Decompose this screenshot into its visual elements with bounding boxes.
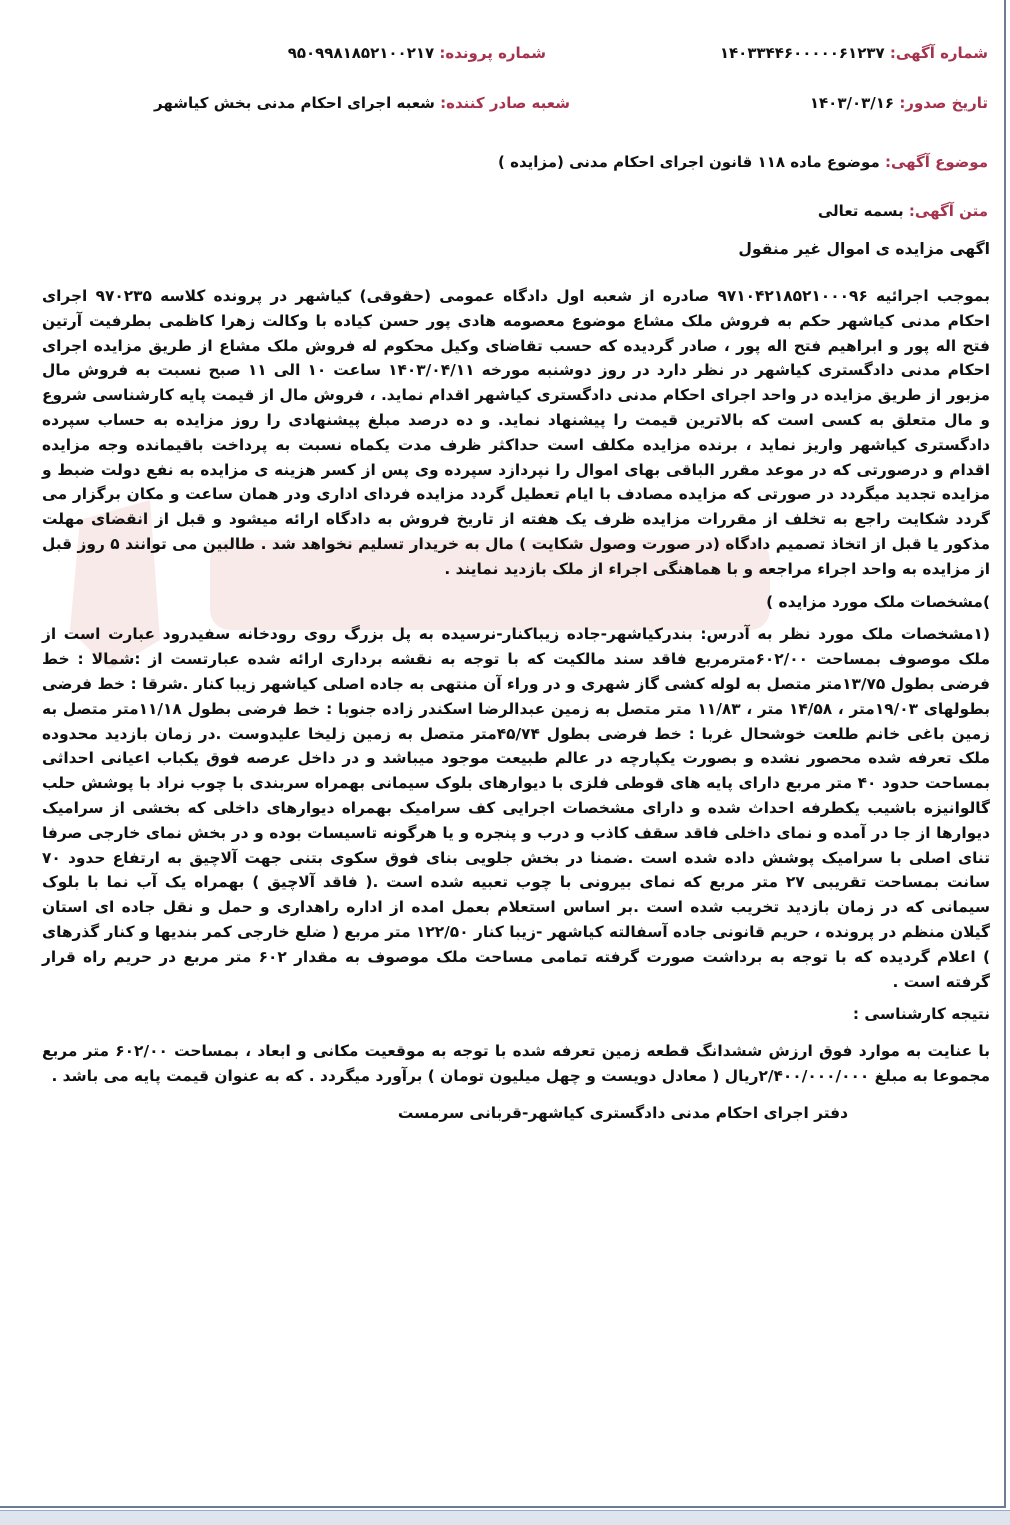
specs-heading: )مشخصات ملک مورد مزایده ): [766, 592, 990, 611]
ad-number: [720, 44, 988, 62]
case-number-label: شماره پرونده:: [439, 44, 546, 62]
case-number-value: ۹۵۰۹۹۸۱۸۵۲۱۰۰۲۱۷: [287, 44, 435, 62]
subject: [498, 153, 988, 171]
notice-text-header: [818, 202, 988, 220]
notice-title: اگهی مزایده ی اموال غیر منقول: [738, 240, 990, 258]
paragraph-result: با عنایت به موارد فوق ارزش ششدانگ قطعه زمین تعرفه شده با توجه به موقعیت مکانی و ابعاد ، بمساحت ۶۰۲/۰۰ متر مربع مجموعا به مبلغ ۲/۴۰۰/۰۰۰/۰۰۰ریال ( معادل دویست و چهل میلیون تومان ) برآورد میگردد . که به عنوان قیمت پایه می باشد .: [42, 1042, 990, 1085]
bottom-scrollbar[interactable]: [0, 1510, 1010, 1525]
issue-date-label: تاریخ صدور:: [899, 94, 988, 112]
issue-date: [810, 94, 988, 112]
notice-text-label: متن آگهی:: [908, 202, 988, 220]
paragraph-main: بموجب اجرائیه ۹۷۱۰۴۲۱۸۵۲۱۰۰۰۹۶ صادره از شعبه اول دادگاه عمومی (حقوقی) کیاشهر در پرونده کلاسه ۹۷۰۲۳۵ اجرای احکام مدنی کیاشهر حکم به فروش ملک مشاع موضوع معصومه هادی پور حسن کیاده با وکالت زهرا کاظمی بطرفیت آرتین فتح اله پور و ابراهیم فتح اله پور ، صادر گردیده که حسب تقاضای وکیل محکوم له فروش ملک مشاع از طریق مزایده اجرای احکام مدنی دادگستری کیاشهر در نظر دارد در روز دوشنبه مورخه ۱۴۰۳/۰۴/۱۱ ساعت ۱۰ الی ۱۱ صبح نسبت به فروش مال مزبور از طریق مزایده در واحد اجرای احکام مدنی دادگستری کیاشهر اقدام نماید. ، فروش مال از قیمت پایه کارشناسی شروع و مال متعلق به کسی است که بالاترین قیمت را پیشنهاد نماید. و ده درصد مبلغ پیشنهادی را روز مزایده به حساب سپرده دادگستری کیاشهر واریز نماید ، برنده مزایده مکلف است حداکثر ظرف مدت یکماه نسبت به پرداخت باقیمانده وجه مزایده اقدام و درصورتی که در موعد مقرر الباقی بهای اموال را نپردازد سپرده وی پس از کسر هزینه ی مزایده به نفع دولت ضبط و مزایده تجدید میگردد در صورتی که مزایده مصادف با ایام تعطیل گردد مزایده فردای اداری ودر همان ساعت و مکان برگزار می گردد شکایت راجع به تخلف از مقررات مزایده ظرف یک هفته از تاریخ فروش به دادگاه ارائه میشود و قبل از انقضای مهلت مذکور یا قبل از اتخاذ تصمیم دادگاه (در صورت وصول شکایت ) مال به خریدار تسلیم نخواهد شد . طالبین می توانند ۵ روز قبل از مزایده به واحد اجراء مراجعه و با هماهنگی اجراء از ملک بازدید نمایند .: [42, 287, 991, 578]
subject-label: موضوع آگهی:: [884, 153, 988, 171]
ad-number-label: شماره آگهی:: [889, 44, 988, 62]
issuer-label: شعبه صادر کننده:: [440, 94, 570, 112]
issuer: [154, 94, 570, 112]
notice-text-value: بسمه تعالی: [817, 202, 904, 220]
subject-value: موضوع ماده ۱۱۸ قانون اجرای احکام مدنی (مزایده ): [498, 153, 880, 171]
ad-number-value: ۱۴۰۳۳۴۴۶۰۰۰۰۰۶۱۲۳۷: [719, 44, 885, 62]
issue-date-value: ۱۴۰۳/۰۳/۱۶: [809, 94, 895, 112]
notice-body: [42, 284, 990, 1126]
issuer-value: شعبه اجرای احکام مدنی بخش کیاشهر: [154, 94, 435, 112]
paragraph-specs: (۱مشخصات ملک مورد نظر به آدرس: بندرکیاشهر-جاده زیباکنار-نرسیده به پل بزرگ روی رودخانه سفیدرود عبارت است از ملک موصوف بمساحت ۶۰۲/۰۰مترمربع فاقد سند مالکیت که با توجه به نقشه برداری ارائه شده عبارتست از :شمالا : خط فرضی بطول ۱۳/۷۵متر متصل به لوله کشی گاز شهری و در وراء آن منتهی به جاده اصلی کیاشهر زیبا کنار .شرقا : خط فرضی بطولهای ۱۹/۰۳متر ، ۱۴/۵۸ متر ، ۱۱/۸۳ متر متصل به زمین عبدالرضا اسکندر زاده جنوبا : خط فرضی بطول ۱۱/۱۸متر متصل به زمین باغی خانم طلعت خوشحال غربا : خط فرضی بطول ۴۵/۷۴متر متصل به زمین زلیخا علیدوست .در زمان بازدید محدوده ملک تعرفه شده محصور نشده و بصورت یکپارچه در عالم طبیعت موجود میباشد و در داخل عرصه فوق یکباب اعیانی احداثی بمساحت حدود ۴۰ متر مربع دارای پایه های قوطی فلزی با دیوارهای بلوک سیمانی بهمراه سربندی با چوب نراد با پوشش حلب گالوانیزه باشیب یکطرفه احداث شده و دارای مشخصات اجرایی کف سرامیک بهمراه دیوارهای داخلی که بخشی از سرامیک دیوارها از جا در آمده و نمای داخلی فاقد سقف کاذب و درب و پنجره و یا هرگونه تاسیسات بوده و در بخش نمای خارجی صرفا تنای اصلی با سرامیک پوشش داده شده است .ضمنا در بخش جلویی بنای فوق سکوی بتنی جهت آلاچیق به ارتفاع حدود ۷۰ سانت بمساحت تقریبی ۲۷ متر مربع که نمای بیرونی با چوب تعبیه شده است .( فاقد آلاچیق ) بهمراه یک آب نما با بلوک سیمانی که در زمان بازدید تخریب شده است .بر اساس استعلام بعمل امده از اداره راهداری و حمل و نقل جاده ای استان گیلان منظم در پرونده ، حریم قانونی جاده آسفالته کیاشهر -زیبا کنار ۱۲۲/۵۰ متر مربع ( ضلع خارجی کمر بندیها و کنار گذرهای ) اعلام گردیده که با توجه به برداشت صورت گرفته تمامی مساحت ملک موصوف به مقدار ۶۰۲ متر مربع در حریم راه قرار گرفته است .: [42, 625, 991, 991]
case-number: [288, 44, 546, 62]
result-heading: نتیجه کارشناسی :: [852, 1005, 990, 1024]
signature: دفتر اجرای احکام مدنی دادگستری کیاشهر-قربانی سرمست: [397, 1103, 848, 1122]
